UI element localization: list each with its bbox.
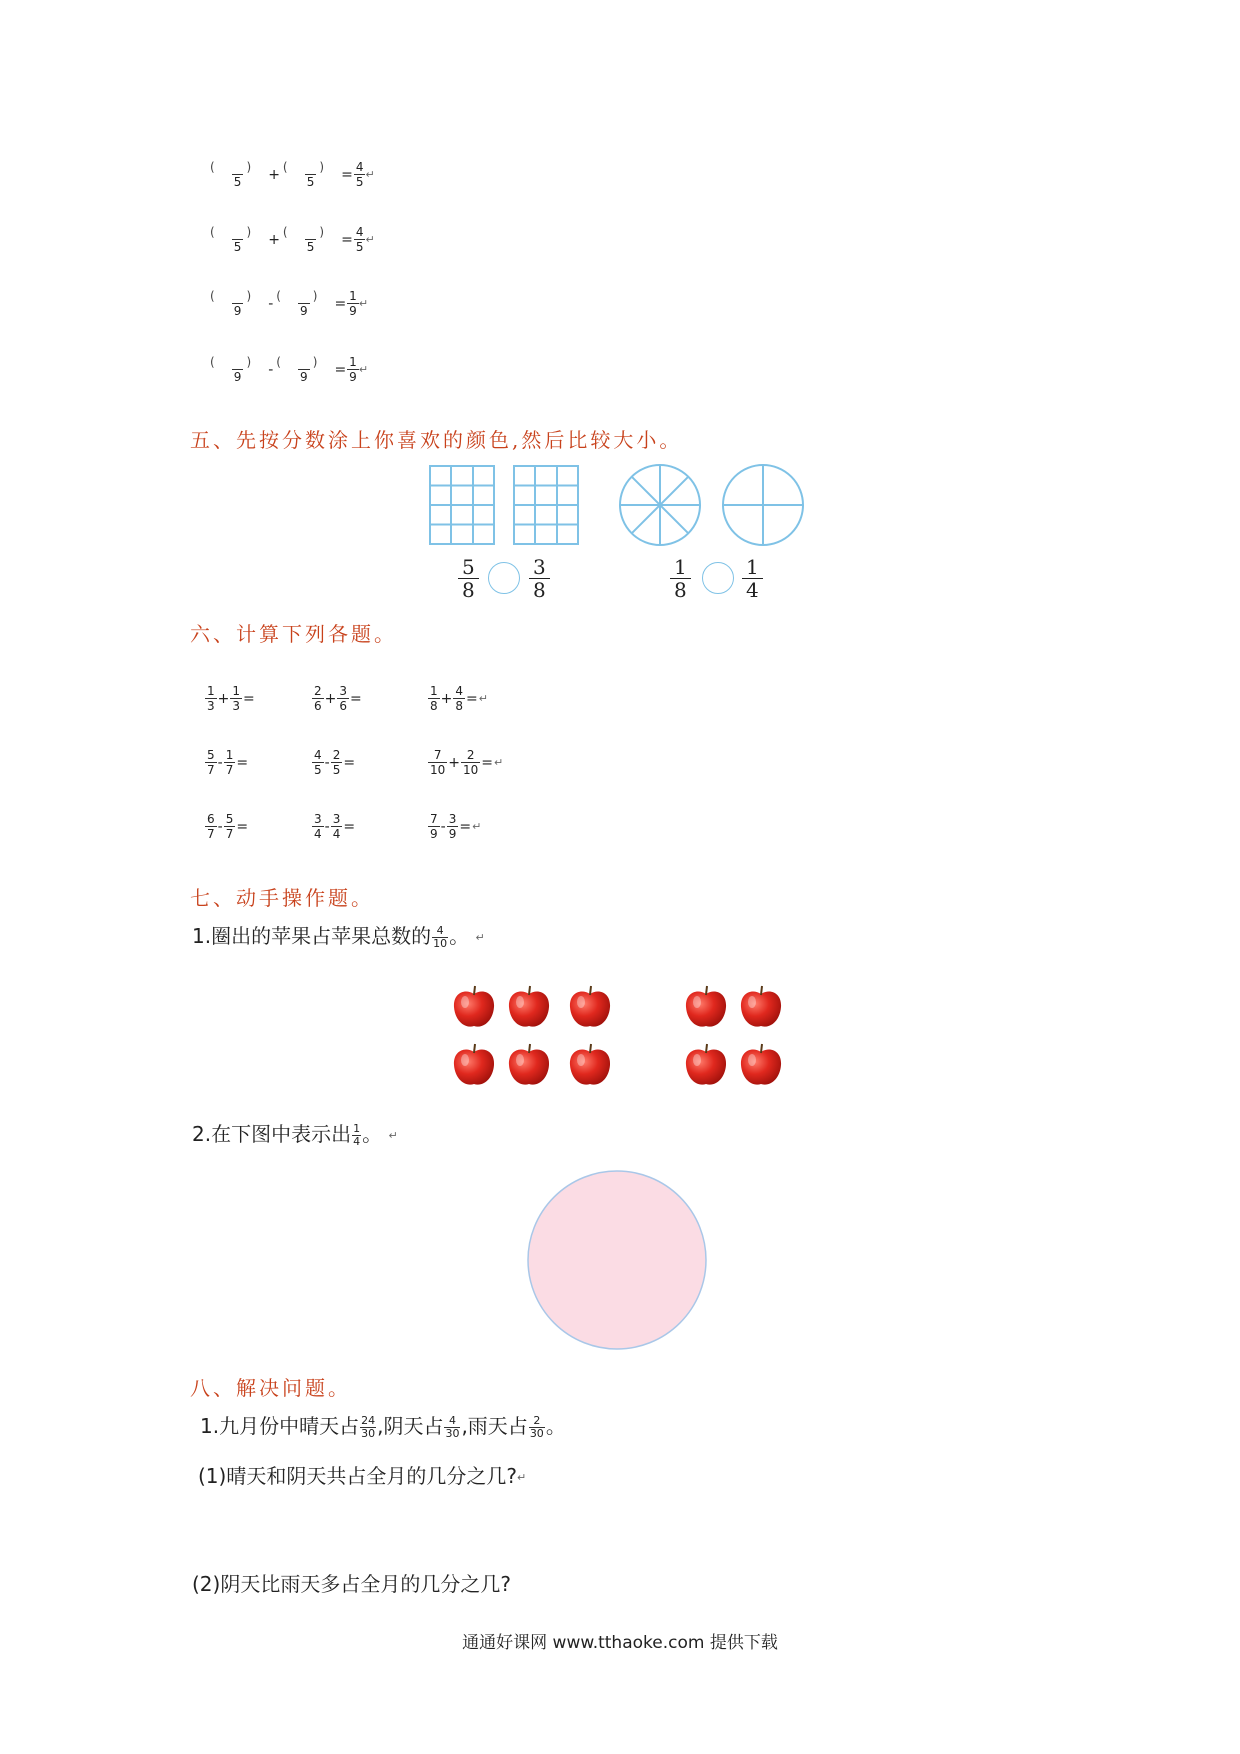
compare-fraction-3-8: 3 8 bbox=[529, 556, 550, 601]
grid-left bbox=[430, 466, 494, 544]
apple-icon[interactable] bbox=[506, 984, 552, 1030]
q7-1: 1.圈出的苹果占苹果总数的 $\frac{4}{10}$ 。 ↵ bbox=[192, 924, 485, 950]
fraction-blank-row bbox=[208, 355, 368, 399]
blank-fraction[interactable]: ( ) 5 bbox=[210, 225, 266, 254]
apple-icon[interactable] bbox=[451, 984, 497, 1030]
compare-fraction-1-8: 1 8 bbox=[670, 556, 691, 601]
result-fraction: $\frac{1}{9}$ bbox=[349, 289, 357, 318]
blank-fraction[interactable]: ( ) 9 bbox=[210, 355, 266, 384]
q8-1: 1.九月份中晴天占 $\frac{24}{30}$ ,阴天占 $\frac{4}{30}$ ,雨天占 $\frac{2}{30}$ 。 bbox=[200, 1414, 566, 1440]
section6-heading: 六、计算下列各题。 bbox=[190, 622, 397, 646]
fraction-blank-row bbox=[208, 225, 375, 269]
blank-fraction[interactable]: ( ) 9 bbox=[210, 289, 266, 318]
q8-1-sub1: (1)晴天和阴天共占全月的几分之几?↵ bbox=[198, 1464, 527, 1488]
apple-icon[interactable] bbox=[683, 984, 729, 1030]
equals-sign: = bbox=[334, 295, 347, 312]
compare-fraction-1-4: 1 4 bbox=[742, 556, 763, 601]
operator: + bbox=[268, 231, 280, 248]
blank-fraction[interactable]: ( ) 9 bbox=[276, 289, 332, 318]
apple-icon[interactable] bbox=[451, 1042, 497, 1088]
operator: + bbox=[268, 166, 280, 183]
grid-right bbox=[514, 466, 578, 544]
apple-icon[interactable] bbox=[738, 1042, 784, 1088]
calc-problem[interactable]: $\frac{3}{4}$ - $\frac{3}{4}$ = bbox=[314, 812, 356, 841]
fraction-blank-row bbox=[208, 289, 368, 333]
apple-icon[interactable] bbox=[738, 984, 784, 1030]
result-fraction: $\frac{4}{5}$ bbox=[355, 160, 364, 189]
result-fraction: $\frac{1}{9}$ bbox=[349, 355, 357, 384]
return-mark: ↵ bbox=[365, 168, 375, 181]
circle-quarters bbox=[723, 465, 803, 545]
equals-sign: = bbox=[334, 361, 347, 378]
blank-fraction[interactable]: ( ) 5 bbox=[282, 225, 339, 254]
apple-icon[interactable] bbox=[506, 1042, 552, 1088]
compare-circle-right[interactable] bbox=[702, 562, 734, 594]
fraction-blank-row bbox=[208, 160, 375, 204]
q8-1-sub2: (2)阴天比雨天多占全月的几分之几? bbox=[192, 1572, 511, 1596]
section5-heading: 五、先按分数涂上你喜欢的颜色,然后比较大小。 bbox=[190, 428, 683, 452]
fraction-shapes bbox=[428, 462, 818, 550]
pink-circle[interactable] bbox=[525, 1168, 709, 1352]
equals-sign: = bbox=[341, 166, 353, 183]
calc-problem[interactable]: $\frac{7}{10}$ + $\frac{2}{10}$ =↵ bbox=[430, 748, 504, 777]
calc-problem[interactable]: $\frac{2}{6}$ + $\frac{3}{6}$ = bbox=[314, 684, 362, 713]
calc-problem[interactable]: $\frac{1}{8}$ + $\frac{4}{8}$ =↵ bbox=[430, 684, 488, 713]
q7-2: 2.在下图中表示出 $\frac{1}{4}$ 。 ↵ bbox=[192, 1122, 398, 1148]
blank-fraction[interactable]: ( ) 5 bbox=[210, 160, 266, 189]
apple-icon[interactable] bbox=[567, 984, 613, 1030]
circle-eighths bbox=[620, 465, 700, 545]
blank-fraction[interactable]: ( ) 5 bbox=[282, 160, 339, 189]
calc-problem[interactable]: $\frac{1}{3}$ + $\frac{1}{3}$ = bbox=[207, 684, 255, 713]
section7-heading: 七、动手操作题。 bbox=[190, 886, 374, 910]
calc-problem[interactable]: $\frac{5}{7}$ - $\frac{1}{7}$ = bbox=[207, 748, 249, 777]
return-mark: ↵ bbox=[358, 363, 369, 376]
calc-problem[interactable]: $\frac{7}{9}$ - $\frac{3}{9}$ =↵ bbox=[430, 812, 482, 841]
return-mark: ↵ bbox=[365, 233, 375, 246]
operator: - bbox=[268, 361, 274, 378]
calc-problem[interactable]: $\frac{4}{5}$ - $\frac{2}{5}$ = bbox=[314, 748, 356, 777]
footer: 通通好课网 www.tthaoke.com 提供下载 bbox=[462, 1633, 778, 1653]
apple-icon[interactable] bbox=[683, 1042, 729, 1088]
operator: - bbox=[268, 295, 274, 312]
apple-icon[interactable] bbox=[567, 1042, 613, 1088]
compare-circle-left[interactable] bbox=[488, 562, 520, 594]
compare-fraction-5-8: 5 8 bbox=[458, 556, 479, 601]
equals-sign: = bbox=[341, 231, 353, 248]
section8-heading: 八、解决问题。 bbox=[190, 1376, 351, 1400]
return-mark: ↵ bbox=[358, 297, 369, 310]
calc-problem[interactable]: $\frac{6}{7}$ - $\frac{5}{7}$ = bbox=[207, 812, 249, 841]
result-fraction: $\frac{4}{5}$ bbox=[355, 225, 364, 254]
blank-fraction[interactable]: ( ) 9 bbox=[276, 355, 332, 384]
